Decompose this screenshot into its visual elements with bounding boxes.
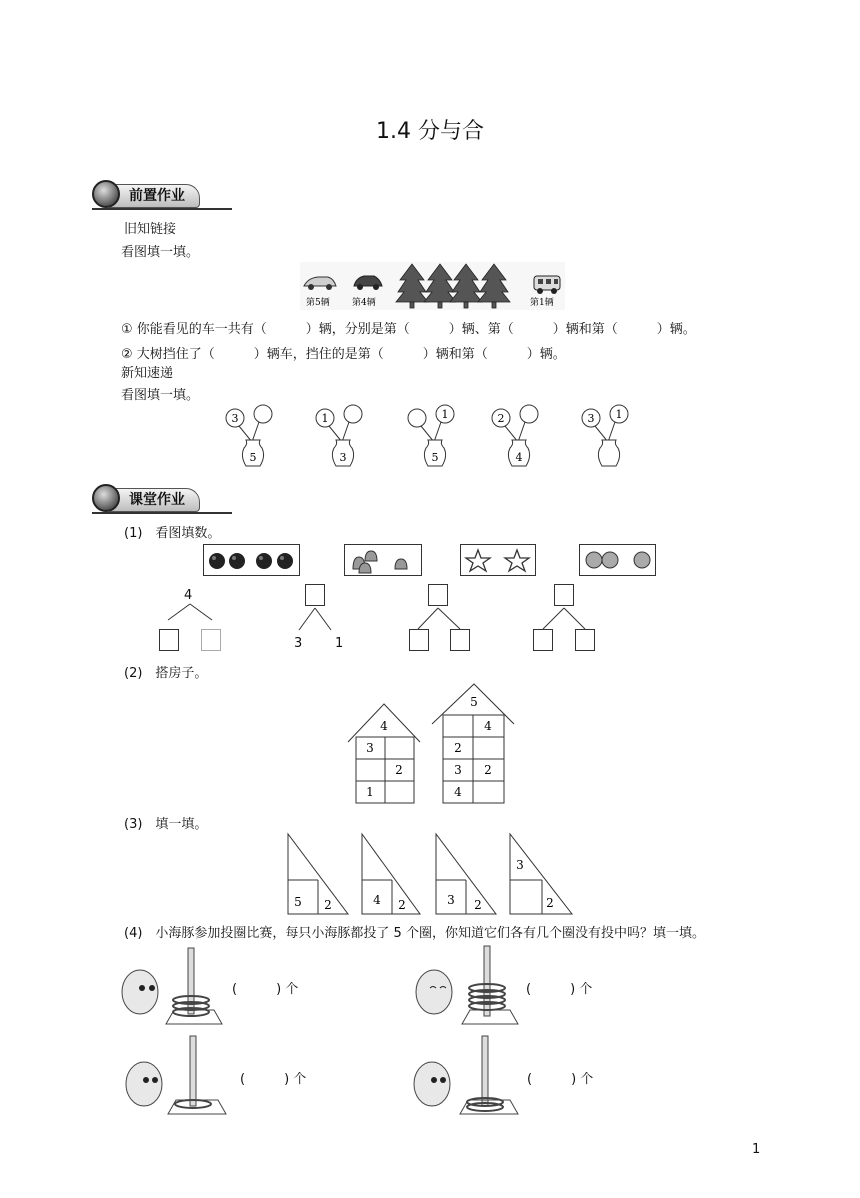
number-tree <box>400 584 480 654</box>
answer-box[interactable] <box>201 629 221 651</box>
new-knowledge-heading: 新知速递 <box>121 366 174 381</box>
triangle-number: 2 <box>324 898 332 912</box>
cell-number: 4 <box>484 719 492 733</box>
triangle-number: 4 <box>373 893 381 907</box>
class-homework-label: 课堂作业 <box>106 488 200 512</box>
triangles-picture <box>284 832 576 916</box>
class-homework-banner <box>92 484 222 514</box>
car-label: 第4辆 <box>352 298 376 308</box>
cell-number: 2 <box>454 741 462 755</box>
tree-left-number: 3 <box>294 636 303 651</box>
page-number: 1 <box>752 1142 761 1157</box>
dolphin-ring-toss <box>122 1032 234 1116</box>
swirl-icon <box>92 180 120 208</box>
cell-number: 3 <box>454 763 462 777</box>
tree-top-number: 4 <box>184 588 193 603</box>
apples-picture <box>203 544 300 576</box>
triangle <box>510 834 572 914</box>
stars-picture <box>460 544 536 576</box>
triangle-number: 2 <box>474 898 482 912</box>
number-tree <box>150 588 230 652</box>
flower-vase <box>408 405 454 466</box>
answer-blank[interactable]: ( ) 个 <box>240 1072 307 1087</box>
dolphin-ring-toss <box>410 944 522 1026</box>
ring-pole-icon <box>484 946 490 1016</box>
answer-box[interactable] <box>450 629 470 651</box>
answer-box[interactable] <box>575 629 595 651</box>
flower-vases <box>222 402 642 472</box>
triangle-number: 3 <box>447 893 455 907</box>
roof-number: 5 <box>470 695 478 709</box>
apple-icons <box>204 545 299 575</box>
flower-number-right: 1 <box>615 408 623 421</box>
cell-number: 2 <box>395 763 403 777</box>
vase-number: 5 <box>431 451 439 464</box>
flower-number-right: 1 <box>441 408 449 421</box>
tree-right-number: 1 <box>335 636 344 651</box>
flower-number-left: 1 <box>321 412 329 425</box>
vase-number: 4 <box>515 451 523 464</box>
car-label: 第1辆 <box>530 298 554 308</box>
old-knowledge-heading: 旧知链接 <box>124 222 177 237</box>
ring-pole-icon <box>482 1036 488 1106</box>
answer-box[interactable] <box>409 629 429 651</box>
number-tree <box>275 584 355 654</box>
dolphin-icon <box>122 970 158 1014</box>
number-tree <box>525 584 605 654</box>
flower-number-left: 3 <box>231 412 239 425</box>
flower-number-left: 3 <box>587 412 595 425</box>
dolphin-ring-toss <box>118 944 230 1026</box>
q1-label: (1) 看图填数。 <box>124 526 221 541</box>
car-label: 第5辆 <box>306 298 330 308</box>
bells-picture <box>344 544 422 576</box>
cars-trees-picture <box>300 262 565 310</box>
dolphin-icon <box>126 1062 162 1106</box>
new-knowledge-instruction: 看图填一填。 <box>121 388 200 403</box>
circle-icons <box>580 545 655 575</box>
dolphin-icon <box>416 970 452 1014</box>
q4-label: (4) 小海豚参加投圈比赛，每只小海豚都投了 5 个圈，你知道它们各有几个圈没有投中吗？填一填。 <box>124 926 705 941</box>
flower-number-left: 2 <box>497 412 505 425</box>
old-q1-text: ① 你能看见的车一共有（ ）辆，分别是第（ ）辆、第（ ）辆和第（ ）辆。 <box>121 322 696 337</box>
answer-blank[interactable]: ( ) 个 <box>232 982 299 997</box>
flower-vase <box>226 405 272 466</box>
pre-homework-label: 前置作业 <box>106 184 200 208</box>
cell-number: 2 <box>484 763 492 777</box>
triangle <box>436 834 496 914</box>
q3-label: (3) 填一填。 <box>124 817 208 832</box>
houses-picture <box>346 682 526 808</box>
old-q2-text: ② 大树挡住了（ ）辆车，挡住的是第（ ）辆和第（ ）辆。 <box>121 347 566 362</box>
banner-underline <box>92 512 232 514</box>
triangle-number: 2 <box>546 896 554 910</box>
q2-label: (2) 搭房子。 <box>124 666 208 681</box>
flower-vase <box>582 405 628 466</box>
triangle-number: 5 <box>294 895 302 909</box>
flower-vase <box>316 405 362 466</box>
vase-number: 5 <box>249 451 257 464</box>
pre-homework-banner <box>92 180 222 210</box>
answer-box[interactable] <box>159 629 179 651</box>
circles-picture <box>579 544 656 576</box>
dolphin-ring-toss <box>410 1032 522 1116</box>
star-icons <box>461 545 535 575</box>
cell-number: 4 <box>454 785 462 799</box>
ring-pole-icon <box>190 1036 196 1106</box>
answer-blank[interactable]: ( ) 个 <box>527 1072 594 1087</box>
page-title: 1.4 分与合 <box>376 119 484 144</box>
answer-blank[interactable]: ( ) 个 <box>526 982 593 997</box>
roof-number: 4 <box>380 719 388 733</box>
flower-vase <box>492 405 538 466</box>
cell-number: 1 <box>366 785 374 799</box>
answer-box[interactable] <box>533 629 553 651</box>
dolphin-icon <box>414 1062 450 1106</box>
banner-underline <box>92 208 232 210</box>
bell-icons <box>345 545 421 575</box>
play-icon <box>92 484 120 512</box>
vase-number: 3 <box>339 451 347 464</box>
old-knowledge-instruction: 看图填一填。 <box>121 245 200 260</box>
triangle-number: 3 <box>516 858 524 872</box>
triangle-number: 2 <box>398 898 406 912</box>
cell-number: 3 <box>366 741 374 755</box>
triangle <box>362 834 420 914</box>
